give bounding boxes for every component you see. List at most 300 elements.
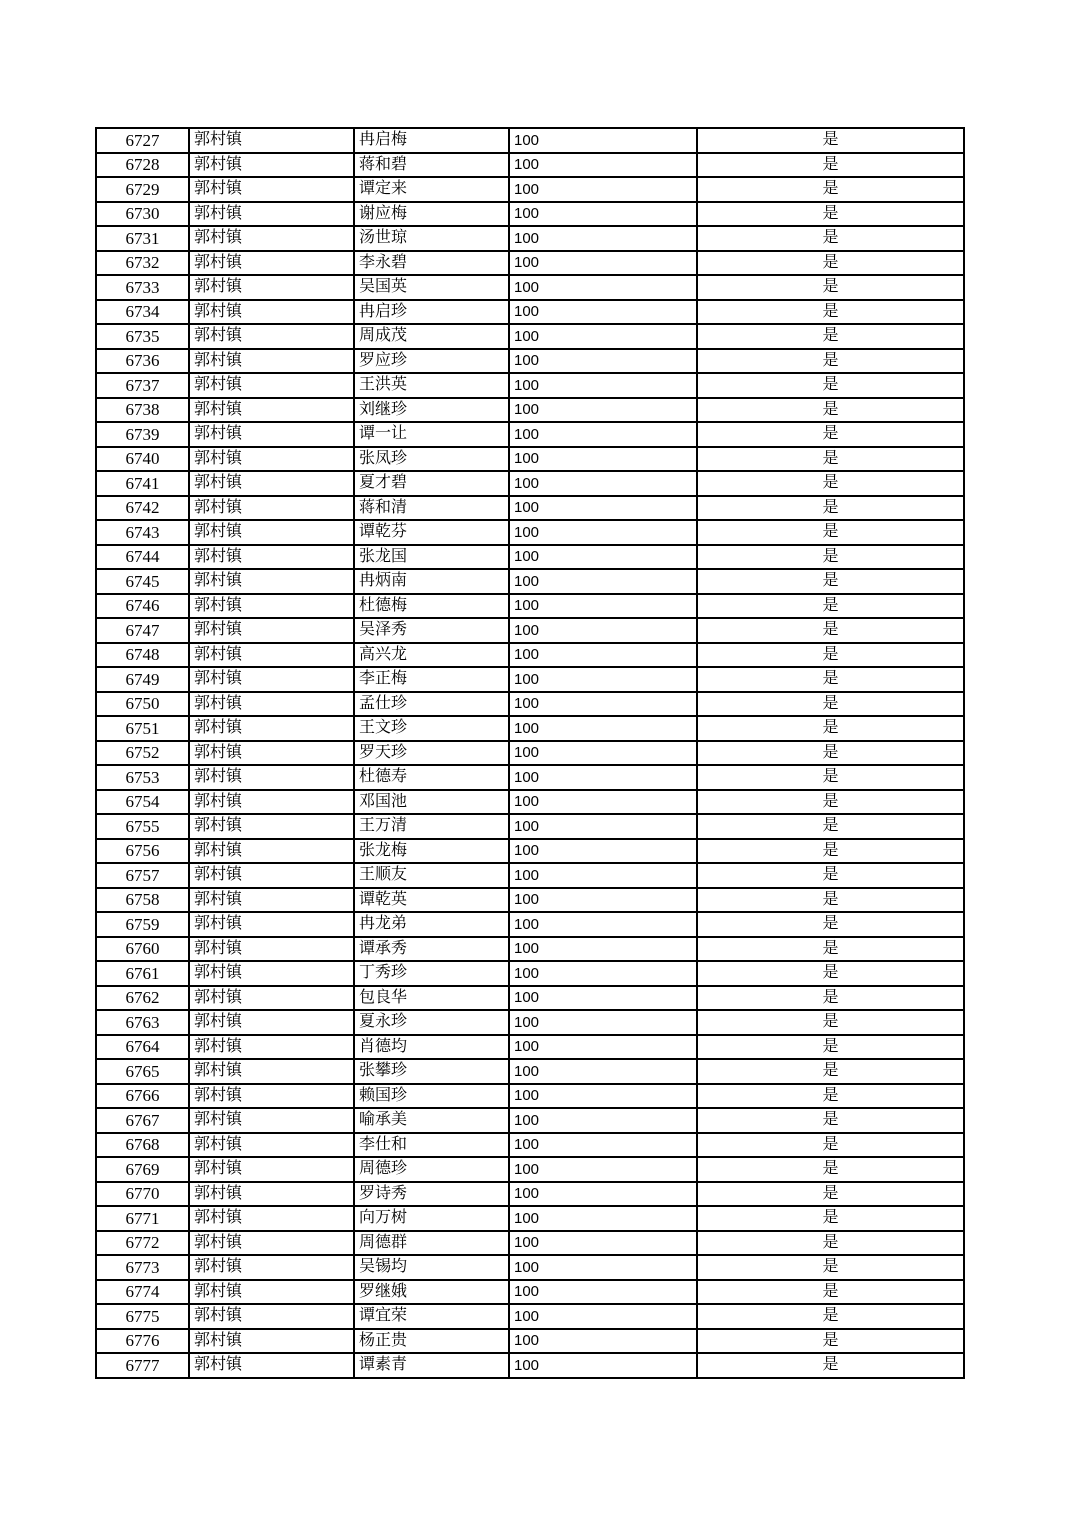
cell-town: 郭村镇 — [189, 300, 354, 325]
cell-score: 100 — [509, 961, 697, 986]
cell-score: 100 — [509, 814, 697, 839]
cell-flag: 是 — [697, 667, 964, 692]
cell-id: 6762 — [96, 986, 189, 1011]
table-row — [96, 1133, 964, 1158]
cell-id: 6741 — [96, 471, 189, 496]
table-row — [96, 1035, 964, 1060]
cell-name: 冉启梅 — [354, 128, 509, 153]
cell-flag: 是 — [697, 1108, 964, 1133]
table-row — [96, 961, 964, 986]
cell-id: 6750 — [96, 692, 189, 717]
cell-name: 邓国池 — [354, 790, 509, 815]
cell-score: 100 — [509, 1353, 697, 1378]
cell-name: 谭承秀 — [354, 937, 509, 962]
cell-town: 郭村镇 — [189, 667, 354, 692]
cell-id: 6757 — [96, 863, 189, 888]
cell-name: 吴锡均 — [354, 1255, 509, 1280]
cell-name: 杜德梅 — [354, 594, 509, 619]
cell-name: 杜德寿 — [354, 765, 509, 790]
cell-town: 郭村镇 — [189, 545, 354, 570]
cell-flag: 是 — [697, 692, 964, 717]
cell-name: 王文珍 — [354, 716, 509, 741]
cell-score: 100 — [509, 1084, 697, 1109]
cell-score: 100 — [509, 398, 697, 423]
cell-town: 郭村镇 — [189, 888, 354, 913]
cell-town: 郭村镇 — [189, 496, 354, 521]
cell-flag: 是 — [697, 741, 964, 766]
cell-id: 6754 — [96, 790, 189, 815]
cell-flag: 是 — [697, 1329, 964, 1354]
cell-id: 6749 — [96, 667, 189, 692]
cell-name: 王万清 — [354, 814, 509, 839]
cell-town: 郭村镇 — [189, 1182, 354, 1207]
cell-name: 李永碧 — [354, 251, 509, 276]
cell-name: 孟仕珍 — [354, 692, 509, 717]
cell-score: 100 — [509, 1108, 697, 1133]
cell-town: 郭村镇 — [189, 986, 354, 1011]
table-row — [96, 569, 964, 594]
table-row — [96, 251, 964, 276]
table-row — [96, 912, 964, 937]
table-row — [96, 1108, 964, 1133]
cell-id: 6768 — [96, 1133, 189, 1158]
cell-score: 100 — [509, 912, 697, 937]
cell-town: 郭村镇 — [189, 1353, 354, 1378]
cell-town: 郭村镇 — [189, 251, 354, 276]
cell-name: 王顺友 — [354, 863, 509, 888]
table-row — [96, 1304, 964, 1329]
cell-name: 冉炳南 — [354, 569, 509, 594]
cell-id: 6730 — [96, 202, 189, 227]
cell-score: 100 — [509, 692, 697, 717]
table-row — [96, 202, 964, 227]
cell-town: 郭村镇 — [189, 1255, 354, 1280]
table-row — [96, 349, 964, 374]
table-row — [96, 153, 964, 178]
table-row — [96, 1182, 964, 1207]
cell-id: 6731 — [96, 226, 189, 251]
cell-name: 周成茂 — [354, 324, 509, 349]
table-row — [96, 643, 964, 668]
cell-id: 6752 — [96, 741, 189, 766]
cell-score: 100 — [509, 667, 697, 692]
cell-id: 6736 — [96, 349, 189, 374]
cell-score: 100 — [509, 349, 697, 374]
cell-town: 郭村镇 — [189, 1157, 354, 1182]
cell-name: 谢应梅 — [354, 202, 509, 227]
cell-flag: 是 — [697, 1231, 964, 1256]
cell-id: 6732 — [96, 251, 189, 276]
cell-flag: 是 — [697, 422, 964, 447]
cell-score: 100 — [509, 1255, 697, 1280]
cell-flag: 是 — [697, 618, 964, 643]
cell-name: 丁秀珍 — [354, 961, 509, 986]
table-row — [96, 177, 964, 202]
cell-name: 吴国英 — [354, 275, 509, 300]
cell-town: 郭村镇 — [189, 814, 354, 839]
cell-id: 6739 — [96, 422, 189, 447]
cell-flag: 是 — [697, 251, 964, 276]
cell-flag: 是 — [697, 373, 964, 398]
cell-id: 6733 — [96, 275, 189, 300]
table-row — [96, 471, 964, 496]
cell-name: 刘继珍 — [354, 398, 509, 423]
cell-score: 100 — [509, 716, 697, 741]
cell-town: 郭村镇 — [189, 1010, 354, 1035]
cell-flag: 是 — [697, 863, 964, 888]
cell-id: 6777 — [96, 1353, 189, 1378]
cell-town: 郭村镇 — [189, 912, 354, 937]
table-row — [96, 422, 964, 447]
cell-score: 100 — [509, 422, 697, 447]
cell-id: 6774 — [96, 1280, 189, 1305]
cell-flag: 是 — [697, 790, 964, 815]
cell-score: 100 — [509, 447, 697, 472]
cell-score: 100 — [509, 496, 697, 521]
cell-id: 6773 — [96, 1255, 189, 1280]
table-row — [96, 1353, 964, 1378]
cell-name: 周德群 — [354, 1231, 509, 1256]
table-body — [96, 128, 964, 1378]
cell-town: 郭村镇 — [189, 177, 354, 202]
cell-flag: 是 — [697, 643, 964, 668]
cell-flag: 是 — [697, 226, 964, 251]
cell-flag: 是 — [697, 1059, 964, 1084]
table-row — [96, 1206, 964, 1231]
cell-flag: 是 — [697, 569, 964, 594]
cell-id: 6769 — [96, 1157, 189, 1182]
table-row — [96, 1059, 964, 1084]
cell-score: 100 — [509, 251, 697, 276]
cell-id: 6738 — [96, 398, 189, 423]
cell-flag: 是 — [697, 1206, 964, 1231]
cell-town: 郭村镇 — [189, 790, 354, 815]
cell-score: 100 — [509, 1280, 697, 1305]
cell-flag: 是 — [697, 545, 964, 570]
cell-id: 6734 — [96, 300, 189, 325]
cell-id: 6775 — [96, 1304, 189, 1329]
cell-town: 郭村镇 — [189, 447, 354, 472]
table-row — [96, 1231, 964, 1256]
cell-town: 郭村镇 — [189, 471, 354, 496]
cell-name: 谭乾芬 — [354, 520, 509, 545]
table-row — [96, 716, 964, 741]
cell-id: 6776 — [96, 1329, 189, 1354]
cell-score: 100 — [509, 888, 697, 913]
cell-flag: 是 — [697, 937, 964, 962]
table-row — [96, 790, 964, 815]
table-row — [96, 741, 964, 766]
cell-flag: 是 — [697, 765, 964, 790]
table-row — [96, 814, 964, 839]
cell-name: 杨正贵 — [354, 1329, 509, 1354]
cell-town: 郭村镇 — [189, 594, 354, 619]
cell-flag: 是 — [697, 1035, 964, 1060]
table-row — [96, 1280, 964, 1305]
cell-score: 100 — [509, 790, 697, 815]
cell-score: 100 — [509, 202, 697, 227]
cell-name: 罗天珍 — [354, 741, 509, 766]
cell-name: 李仕和 — [354, 1133, 509, 1158]
cell-flag: 是 — [697, 1010, 964, 1035]
table-row — [96, 1329, 964, 1354]
cell-flag: 是 — [697, 1255, 964, 1280]
cell-id: 6748 — [96, 643, 189, 668]
cell-flag: 是 — [697, 202, 964, 227]
cell-score: 100 — [509, 1157, 697, 1182]
cell-id: 6759 — [96, 912, 189, 937]
cell-flag: 是 — [697, 324, 964, 349]
cell-town: 郭村镇 — [189, 618, 354, 643]
cell-town: 郭村镇 — [189, 373, 354, 398]
cell-name: 包良华 — [354, 986, 509, 1011]
cell-town: 郭村镇 — [189, 226, 354, 251]
cell-id: 6755 — [96, 814, 189, 839]
table-row — [96, 373, 964, 398]
cell-id: 6760 — [96, 937, 189, 962]
cell-town: 郭村镇 — [189, 692, 354, 717]
cell-town: 郭村镇 — [189, 643, 354, 668]
cell-id: 6765 — [96, 1059, 189, 1084]
cell-score: 100 — [509, 1010, 697, 1035]
cell-town: 郭村镇 — [189, 716, 354, 741]
cell-id: 6727 — [96, 128, 189, 153]
cell-name: 肖德均 — [354, 1035, 509, 1060]
cell-town: 郭村镇 — [189, 324, 354, 349]
cell-score: 100 — [509, 1059, 697, 1084]
cell-town: 郭村镇 — [189, 398, 354, 423]
table-row — [96, 667, 964, 692]
table-row — [96, 324, 964, 349]
table-row — [96, 594, 964, 619]
cell-name: 冉龙弟 — [354, 912, 509, 937]
cell-score: 100 — [509, 1304, 697, 1329]
table-row — [96, 398, 964, 423]
cell-id: 6747 — [96, 618, 189, 643]
cell-id: 6746 — [96, 594, 189, 619]
cell-score: 100 — [509, 1329, 697, 1354]
cell-id: 6728 — [96, 153, 189, 178]
cell-score: 100 — [509, 618, 697, 643]
cell-score: 100 — [509, 1133, 697, 1158]
cell-town: 郭村镇 — [189, 765, 354, 790]
cell-name: 蒋和清 — [354, 496, 509, 521]
cell-id: 6742 — [96, 496, 189, 521]
cell-name: 张攀珍 — [354, 1059, 509, 1084]
cell-town: 郭村镇 — [189, 1133, 354, 1158]
table-row — [96, 692, 964, 717]
table-row — [96, 618, 964, 643]
cell-name: 冉启珍 — [354, 300, 509, 325]
table-row — [96, 937, 964, 962]
table-row — [96, 986, 964, 1011]
cell-flag: 是 — [697, 520, 964, 545]
cell-score: 100 — [509, 1182, 697, 1207]
cell-id: 6737 — [96, 373, 189, 398]
cell-flag: 是 — [697, 986, 964, 1011]
table-row — [96, 1157, 964, 1182]
cell-flag: 是 — [697, 349, 964, 374]
cell-town: 郭村镇 — [189, 1059, 354, 1084]
cell-id: 6771 — [96, 1206, 189, 1231]
cell-flag: 是 — [697, 814, 964, 839]
cell-town: 郭村镇 — [189, 1329, 354, 1354]
table-row — [96, 128, 964, 153]
table-row — [96, 888, 964, 913]
table-row — [96, 545, 964, 570]
cell-id: 6740 — [96, 447, 189, 472]
cell-score: 100 — [509, 128, 697, 153]
cell-name: 罗诗秀 — [354, 1182, 509, 1207]
cell-town: 郭村镇 — [189, 1231, 354, 1256]
cell-score: 100 — [509, 741, 697, 766]
cell-score: 100 — [509, 1231, 697, 1256]
cell-name: 罗继娥 — [354, 1280, 509, 1305]
cell-name: 谭乾英 — [354, 888, 509, 913]
cell-name: 谭宜荣 — [354, 1304, 509, 1329]
table-row — [96, 1255, 964, 1280]
cell-town: 郭村镇 — [189, 937, 354, 962]
cell-town: 郭村镇 — [189, 1304, 354, 1329]
cell-score: 100 — [509, 153, 697, 178]
cell-flag: 是 — [697, 1353, 964, 1378]
table-row — [96, 496, 964, 521]
cell-flag: 是 — [697, 1133, 964, 1158]
cell-name: 夏永珍 — [354, 1010, 509, 1035]
cell-score: 100 — [509, 275, 697, 300]
cell-flag: 是 — [697, 1280, 964, 1305]
table-row — [96, 765, 964, 790]
cell-flag: 是 — [697, 153, 964, 178]
cell-town: 郭村镇 — [189, 520, 354, 545]
cell-id: 6758 — [96, 888, 189, 913]
cell-town: 郭村镇 — [189, 275, 354, 300]
cell-id: 6756 — [96, 839, 189, 864]
cell-score: 100 — [509, 471, 697, 496]
table-row — [96, 300, 964, 325]
cell-name: 谭素青 — [354, 1353, 509, 1378]
table-row — [96, 447, 964, 472]
cell-name: 蒋和碧 — [354, 153, 509, 178]
cell-flag: 是 — [697, 398, 964, 423]
cell-name: 李正梅 — [354, 667, 509, 692]
cell-id: 6735 — [96, 324, 189, 349]
cell-id: 6767 — [96, 1108, 189, 1133]
cell-score: 100 — [509, 1206, 697, 1231]
cell-flag: 是 — [697, 716, 964, 741]
cell-flag: 是 — [697, 177, 964, 202]
cell-score: 100 — [509, 863, 697, 888]
cell-town: 郭村镇 — [189, 741, 354, 766]
cell-id: 6770 — [96, 1182, 189, 1207]
cell-flag: 是 — [697, 471, 964, 496]
cell-name: 谭定来 — [354, 177, 509, 202]
cell-town: 郭村镇 — [189, 153, 354, 178]
cell-id: 6761 — [96, 961, 189, 986]
cell-town: 郭村镇 — [189, 863, 354, 888]
cell-name: 赖国珍 — [354, 1084, 509, 1109]
cell-flag: 是 — [697, 496, 964, 521]
cell-town: 郭村镇 — [189, 1108, 354, 1133]
cell-id: 6763 — [96, 1010, 189, 1035]
cell-town: 郭村镇 — [189, 422, 354, 447]
table-row — [96, 863, 964, 888]
cell-flag: 是 — [697, 961, 964, 986]
table-row — [96, 1010, 964, 1035]
cell-flag: 是 — [697, 128, 964, 153]
cell-id: 6743 — [96, 520, 189, 545]
cell-score: 100 — [509, 520, 697, 545]
table-row — [96, 226, 964, 251]
cell-score: 100 — [509, 839, 697, 864]
cell-name: 向万树 — [354, 1206, 509, 1231]
cell-id: 6729 — [96, 177, 189, 202]
cell-flag: 是 — [697, 839, 964, 864]
cell-score: 100 — [509, 226, 697, 251]
cell-id: 6764 — [96, 1035, 189, 1060]
cell-flag: 是 — [697, 594, 964, 619]
cell-town: 郭村镇 — [189, 128, 354, 153]
cell-name: 高兴龙 — [354, 643, 509, 668]
cell-name: 张龙国 — [354, 545, 509, 570]
cell-flag: 是 — [697, 1084, 964, 1109]
cell-score: 100 — [509, 569, 697, 594]
cell-town: 郭村镇 — [189, 1084, 354, 1109]
cell-name: 谭一让 — [354, 422, 509, 447]
cell-town: 郭村镇 — [189, 1035, 354, 1060]
cell-flag: 是 — [697, 912, 964, 937]
cell-id: 6751 — [96, 716, 189, 741]
cell-id: 6744 — [96, 545, 189, 570]
table-row — [96, 839, 964, 864]
cell-name: 夏才碧 — [354, 471, 509, 496]
cell-town: 郭村镇 — [189, 349, 354, 374]
cell-score: 100 — [509, 373, 697, 398]
cell-town: 郭村镇 — [189, 839, 354, 864]
cell-score: 100 — [509, 594, 697, 619]
cell-town: 郭村镇 — [189, 1206, 354, 1231]
cell-score: 100 — [509, 300, 697, 325]
cell-score: 100 — [509, 986, 697, 1011]
cell-score: 100 — [509, 177, 697, 202]
cell-name: 吴泽秀 — [354, 618, 509, 643]
table-row — [96, 520, 964, 545]
cell-id: 6772 — [96, 1231, 189, 1256]
table-row — [96, 1084, 964, 1109]
cell-score: 100 — [509, 937, 697, 962]
cell-name: 张龙梅 — [354, 839, 509, 864]
cell-flag: 是 — [697, 447, 964, 472]
cell-town: 郭村镇 — [189, 1280, 354, 1305]
cell-id: 6745 — [96, 569, 189, 594]
cell-score: 100 — [509, 324, 697, 349]
cell-flag: 是 — [697, 1304, 964, 1329]
cell-name: 喻承美 — [354, 1108, 509, 1133]
cell-id: 6753 — [96, 765, 189, 790]
cell-score: 100 — [509, 545, 697, 570]
cell-name: 周德珍 — [354, 1157, 509, 1182]
roster-table — [95, 127, 965, 1379]
cell-id: 6766 — [96, 1084, 189, 1109]
cell-name: 罗应珍 — [354, 349, 509, 374]
cell-name: 张凤珍 — [354, 447, 509, 472]
table-row — [96, 275, 964, 300]
cell-town: 郭村镇 — [189, 961, 354, 986]
cell-score: 100 — [509, 765, 697, 790]
cell-town: 郭村镇 — [189, 569, 354, 594]
cell-flag: 是 — [697, 888, 964, 913]
cell-score: 100 — [509, 643, 697, 668]
